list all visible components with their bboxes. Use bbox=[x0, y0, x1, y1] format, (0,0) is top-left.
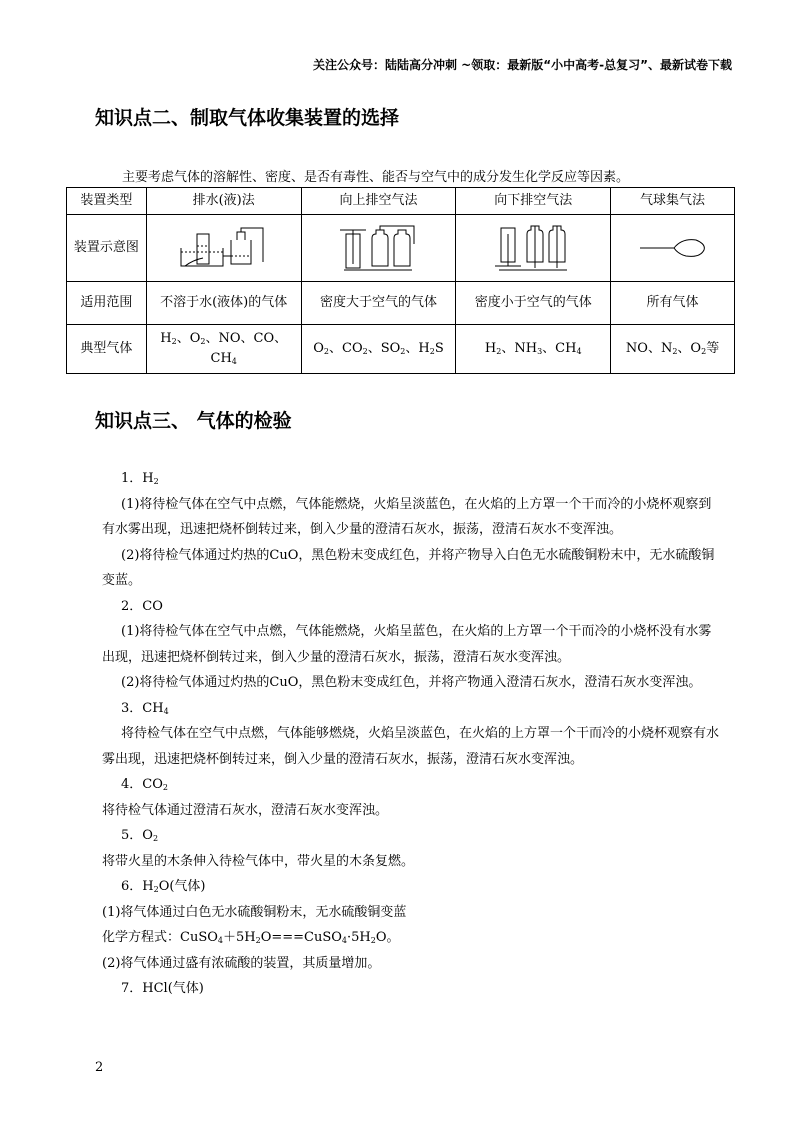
paragraph: 将待检气体在空气中点燃，气体能够燃烧，火焰呈淡蓝色，在火焰的上方罩一个干而冷的小烧杯观察有水雾出现，迅速把烧杯倒转过来，倒入少量的澄清石灰水，振荡，澄清石灰水变浑浊。 bbox=[102, 726, 720, 767]
header-cell: 装置类型 bbox=[67, 188, 147, 215]
row-label-typical: 典型气体 bbox=[67, 325, 147, 374]
diagram-downward-air bbox=[456, 215, 611, 282]
paragraph: (2)将气体通过盛有浓硫酸的装置，其质量增加。 bbox=[102, 955, 381, 971]
range-cell: 不溶于水(液体)的气体 bbox=[146, 282, 301, 325]
range-cell: 所有气体 bbox=[611, 282, 735, 325]
row-label-range: 适用范围 bbox=[67, 282, 147, 325]
h2-heading: 1．$H_2$ bbox=[121, 471, 159, 486]
header-cell: 向下排空气法 bbox=[456, 188, 611, 215]
page-number: 2 bbox=[95, 1060, 104, 1075]
diagram-balloon bbox=[611, 215, 735, 282]
collection-method-table bbox=[66, 187, 735, 374]
paragraph: (1)将待检气体在空气中点燃，气体能燃烧，火焰呈淡蓝色，在火焰的上方罩一个干而冷的小烧杯观察到有水雾出现，迅速把烧杯倒转过来，倒入少量的澄清石灰水，振荡，澄清石灰水不变浑浊。 bbox=[102, 496, 712, 537]
header-cell: 排水(液)法 bbox=[146, 188, 301, 215]
range-cell: 密度大于空气的气体 bbox=[301, 282, 456, 325]
table-row bbox=[67, 188, 735, 215]
paragraph: 将待检气体通过澄清石灰水，澄清石灰水变浑浊。 bbox=[102, 802, 389, 818]
ch4-heading: 3．$CH_4$ bbox=[121, 700, 169, 716]
paragraph: (2)将待检气体通过灼热的CuO，黑色粉末变成红色，并将产物导入白色无水硫酸铜粉末中，无水硫酸铜变蓝。 bbox=[102, 547, 715, 588]
o2-heading: 5．$O_2$ bbox=[121, 828, 159, 843]
range-cell: 密度小于空气的气体 bbox=[456, 282, 611, 325]
diagram-upward-air bbox=[301, 215, 456, 282]
paragraph: (1)将气体通过白色无水硫酸铜粉末，无水硫酸铜变蓝 bbox=[102, 904, 407, 920]
section3-title: 知识点三、 气体的检验 bbox=[95, 410, 292, 432]
paragraph: (1)将待检气体在空气中点燃，气体能燃烧，火焰呈蓝色，在火焰的上方罩一个干而冷的小烧杯没有水雾出现，迅速把烧杯倒转过来，倒入少量的澄清石灰水，振荡，澄清石灰水变浑浊。 bbox=[102, 624, 712, 665]
gas-test-content bbox=[102, 466, 722, 1002]
header-cell: 气球集气法 bbox=[611, 188, 735, 215]
typical-gas-cell: $H_2$、$O_2$、NO、CO、 $CH_4$ bbox=[146, 325, 301, 374]
h2o-heading: 6．$H_2O$(气体) bbox=[121, 879, 206, 894]
section2-title: 知识点二、制取气体收集装置的选择 bbox=[95, 107, 400, 129]
table-row bbox=[67, 282, 735, 325]
row-label-diagram: 装置示意图 bbox=[67, 215, 147, 282]
table-row bbox=[67, 325, 735, 374]
typical-gas-cell: $H_2$、$NH_3$、$CH_4$ bbox=[456, 325, 611, 374]
page-header: 关注公众号：陆陆高分冲刺 ~领取：最新版“小中高考-总复习”、最新试卷下载 bbox=[313, 58, 732, 72]
section2-intro: 主要考虑气体的溶解性、密度、是否有毒性、能否与空气中的成分发生化学反应等因素。 bbox=[122, 170, 630, 185]
header-cell: 向上排空气法 bbox=[301, 188, 456, 215]
diagram-water-displacement bbox=[146, 215, 301, 282]
chemical-equation: 化学方程式：$CuSO_4+5H_2O===CuSO_4\cdot 5H_2O$。 bbox=[102, 930, 400, 945]
typical-gas-cell: $O_2$、$CO_2$、$SO_2$、$H_2S$ bbox=[301, 325, 456, 374]
table-row bbox=[67, 215, 735, 282]
hcl-heading: 7．HCl(气体) bbox=[121, 981, 204, 996]
paragraph: (2)将待检气体通过灼热的CuO，黑色粉末变成红色，并将产物通入澄清石灰水，澄清石灰水变浑浊。 bbox=[121, 675, 702, 690]
typical-gas-cell: NO、$N_2$、$O_2$等 bbox=[611, 325, 735, 374]
paragraph: 将带火星的木条伸入待检气体中，带火星的木条复燃。 bbox=[102, 853, 415, 869]
co-heading: 2．CO bbox=[121, 598, 163, 614]
co2-heading: 4．$CO_2$ bbox=[121, 777, 168, 792]
